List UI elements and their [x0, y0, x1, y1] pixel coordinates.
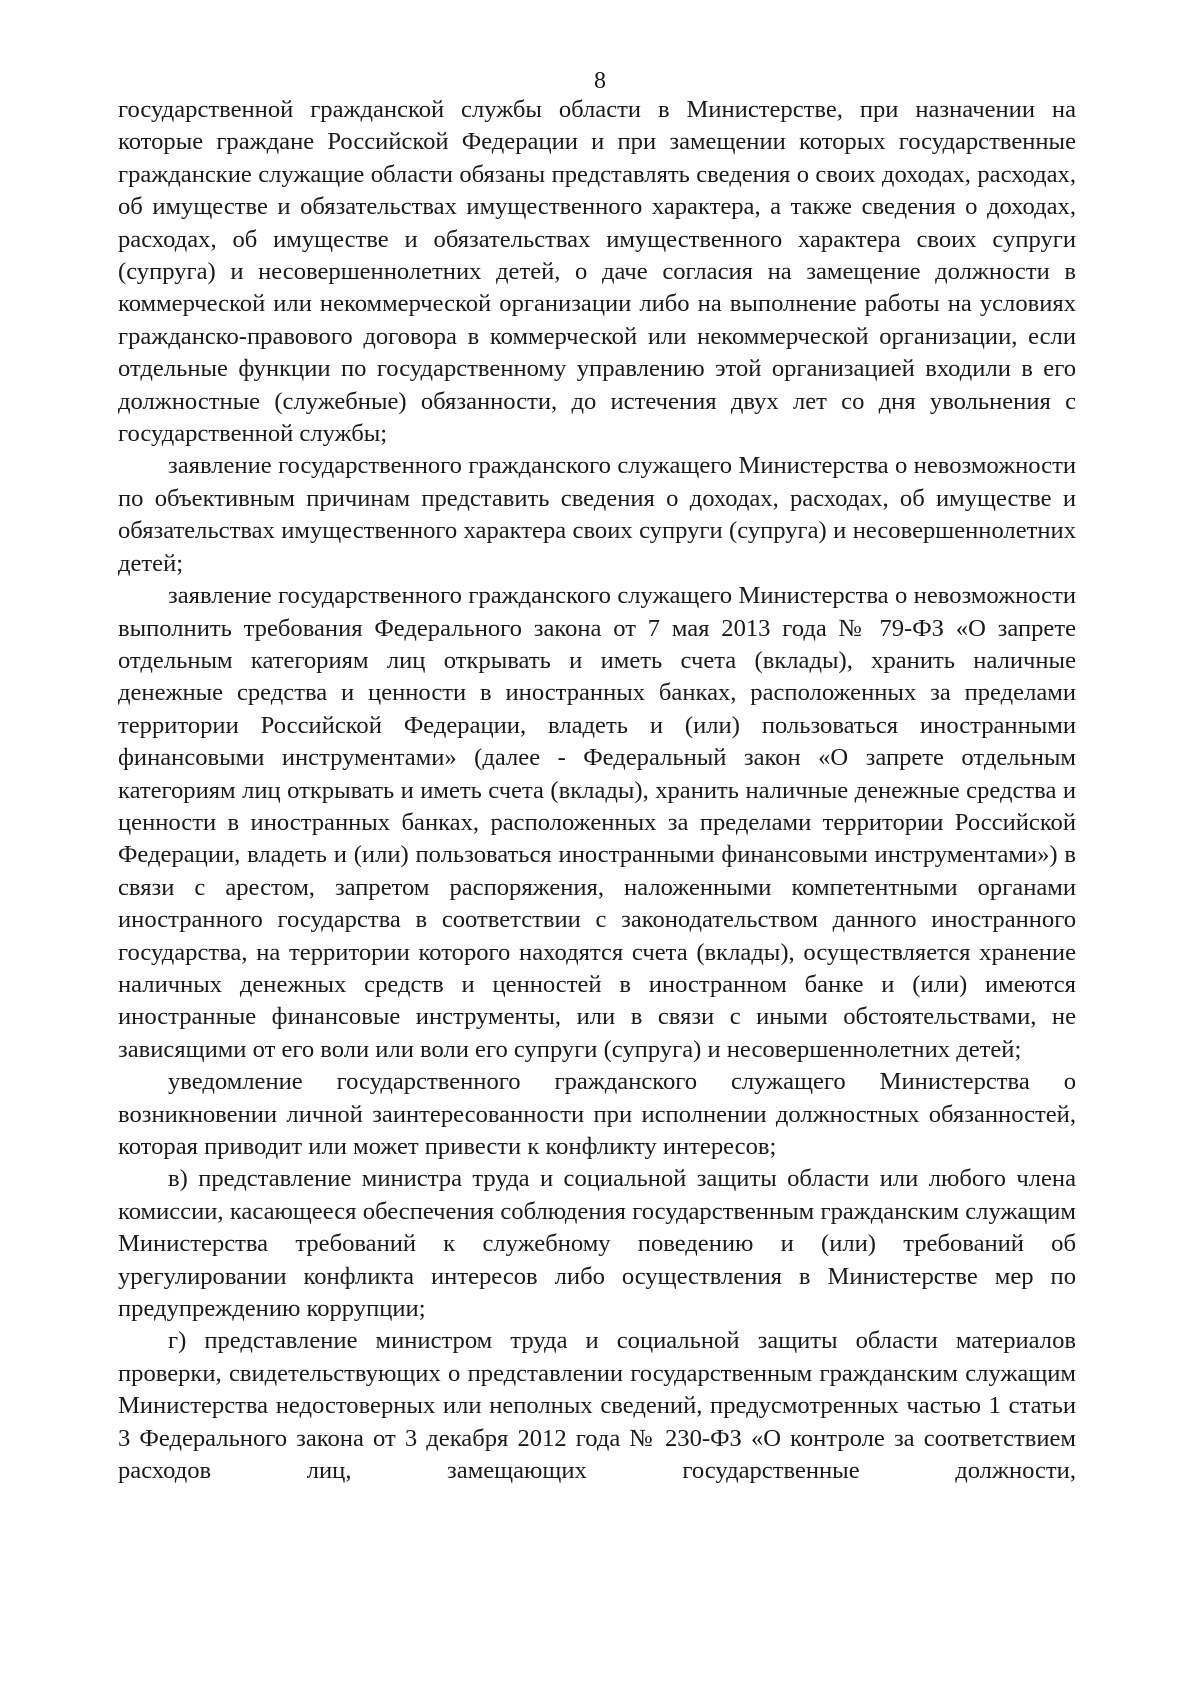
paragraph-statement-spouse-income: заявление государственного гражданского служащего Министерства о невозможности по объективным причинам представить сведения о доходах, расходах, об имуществе и обязательствах имущественного характера своих супруги (супруга) и несовершеннолетних детей;	[118, 452, 1076, 577]
page-number: 8	[594, 68, 606, 94]
paragraph-statement-foreign-accounts: заявление государственного гражданского служащего Министерства о невозможности выполнить требования Федерального закона от 7 мая 2013 года № 79-ФЗ «О запрете отдельным категориям лиц открывать и иметь счета (вклады), хранить наличные денежные средства и ценности в иностранных банках, расположенных за пределами территории Российской Федерации, владеть и (или) пользоваться иностранными финансовыми инструментами» (далее - Федеральный закон «О запрете отдельным категориям лиц открывать и иметь счета (вклады), хранить наличные денежные средства и ценности в иностранных банках, расположенных за пределами территории Российской Федерации, владеть и (или) пользоваться иностранными финансовыми инструментами») в связи с арестом, запретом распоряжения, наложенными компетентными органами иностранного государства в соответствии с законодательством данного иностранного государства, на территории которого находятся счета (вклады), осуществляется хранение наличных денежных средств и ценностей в иностранном банке и (или) имеются иностранные финансовые инструменты, или в связи с иными обстоятельствами, не зависящими от его воли или воли его супруги (супруга) и несовершеннолетних детей;	[118, 582, 1076, 1063]
paragraph-continuation: государственной гражданской службы области в Министерстве, при назначении на которые граждане Российской Федерации и при замещении которых государственные гражданские служащие области обязаны представлять сведения о своих доходах, расходах, об имуществе и обязательствах имущественного характера, а также сведения о доходах, расходах, об имуществе и обязательствах имущественного характера своих супруги (супруга) и несовершеннолетних детей, о даче согласия на замещение должности в коммерческой или некоммерческой организации либо на выполнение работы на условиях гражданско-правового договора в коммерческой или некоммерческой организации, если отдельные функции по государственному управлению этой организацией входили в его должностные (служебные) обязанности, до истечения двух лет со дня увольнения с государственной службы;	[118, 96, 1076, 448]
document-body	[118, 94, 1076, 1487]
paragraph-item-v: в) представление министра труда и социальной защиты области или любого члена комиссии, касающееся обеспечения соблюдения государственным гражданским служащим Министерства требований к служебному поведению и (или) требований об урегулировании конфликта интересов либо осуществления в Министерстве мер по предупреждению коррупции;	[118, 1165, 1076, 1323]
paragraph-item-g: г) представление министром труда и социальной защиты области материалов проверки, свидетельствующих о представлении государственным гражданским служащим Министерства недостоверных или неполных сведений, предусмотренных частью 1 статьи 3 Федерального закона от 3 декабря 2012 года № 230-ФЗ «О контроле за соответствием расходов лиц, замещающих государственные должности,	[118, 1327, 1076, 1485]
paragraph-notice-conflict-of-interest: уведомление государственного гражданского служащего Министерства о возникновении личной заинтересованности при исполнении должностных обязанностей, которая приводит или может привести к конфликту интересов;	[118, 1068, 1076, 1160]
